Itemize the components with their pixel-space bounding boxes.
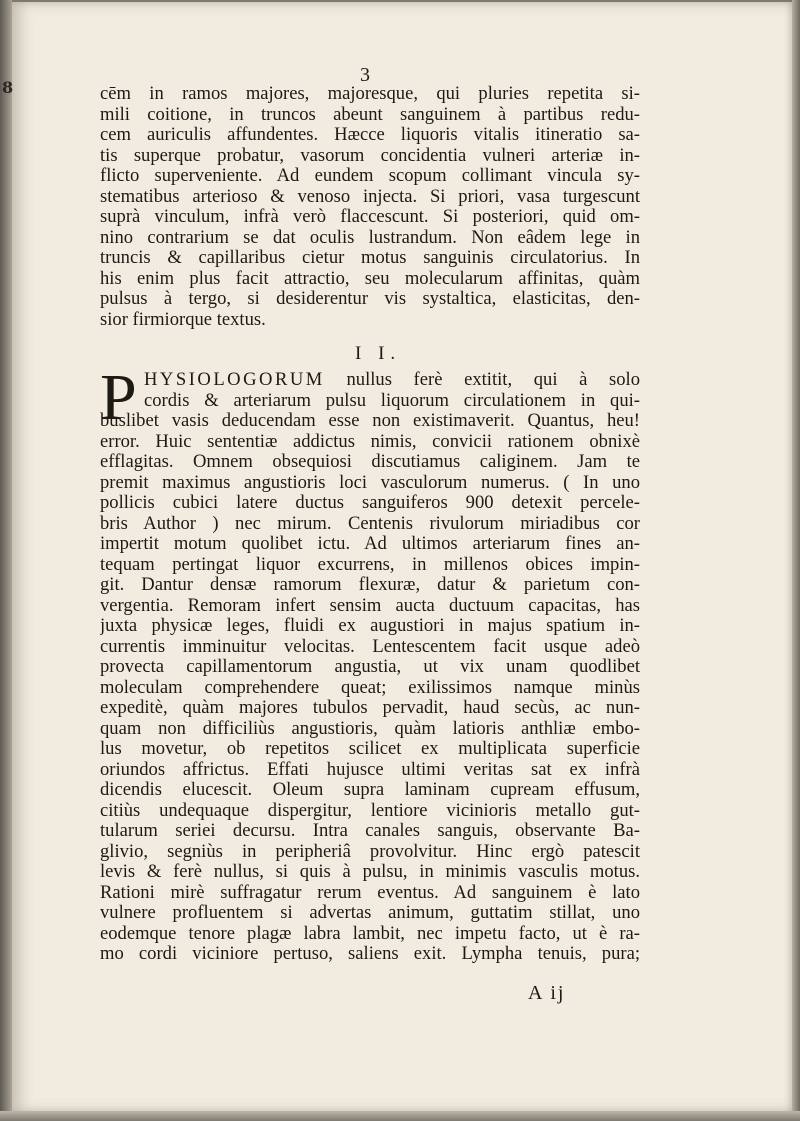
spine-shadow <box>0 0 12 1121</box>
text-line: stematibus arterioso & venoso injecta. Si priori, vasa turgescunt <box>100 186 640 207</box>
text-line: nino contrarium se dat oculis lustrandum. Non eâdem lege in <box>100 227 640 248</box>
text-line: vergentia. Remoram infert sensim aucta ductuum capacitas, has <box>100 595 640 616</box>
text-line: premit maximus angustioris loci vasculorum numerus. ( In uno <box>100 472 640 493</box>
drop-cap: P <box>100 361 137 434</box>
text-line: glivio, segniùs in peripheriâ provolvitur. Hinc ergò patescit <box>100 841 640 862</box>
paragraph-1 <box>100 84 640 330</box>
text-line: buslibet vasis deducendam esse non existimaverit. Quantus, heu! <box>100 411 640 431</box>
text-line: cēm in ramos majores, majoresque, qui pluries repetita si- <box>100 84 640 104</box>
text-line: efflagitas. Omnem obsequiosi discutiamus caliginem. Jam te <box>100 452 640 472</box>
text-line: his enim plus facit attractio, seu molecularum affinitas, quàm <box>100 268 640 289</box>
text-line: flicto superveniente. Ad eundem scopum collimant vincula sy- <box>100 166 640 186</box>
text-line: mo cordi viciniore pertuso, saliens exit. Lympha tenuis, pura; <box>100 944 640 964</box>
text-line: lus movetur, ob repetitos scilicet ex multiplicata superficie <box>100 739 640 759</box>
text-line: impertit motum quolibet ictu. Ad ultimos arteriarum fines an- <box>100 534 640 554</box>
text-line: truncis & capillaribus cietur motus sanguinis circulatorius. In <box>100 248 640 268</box>
page-edge-bottom <box>0 1111 800 1121</box>
text-line: vulnere profluentem si advertas animum, guttatim stillat, uno <box>100 903 640 923</box>
page-edge-right <box>792 0 800 1121</box>
margin-mark: 8 <box>2 78 14 97</box>
text-line: suprà vinculum, infrà verò flaccescunt. Si posteriori, quid om- <box>100 207 640 227</box>
text-line: sior firmiorque textus. <box>100 309 266 330</box>
text-line: error. Huic sententiæ addictus nimis, convicii rationem obnixè <box>100 431 640 452</box>
text-line: tequam pertingat liquor excurrens, in millenos obices impin- <box>100 554 640 575</box>
section-heading: I I. <box>355 343 402 364</box>
text-line: eodemque tenore plagæ labra lambit, nec impetu facto, ut è ra- <box>100 923 640 944</box>
first-line-rest: nullus ferè extitit, qui à solo <box>346 370 640 390</box>
text-line: pollicis cubici latere ductus sanguiferos 900 detexit percele- <box>100 493 640 513</box>
paragraph-2 <box>100 361 640 965</box>
text-line: tis superque probatur, vasorum concidentia vulneri arteriæ in- <box>100 145 640 166</box>
text-line: citiùs undequaque dispergitur, lentiore vicinioris metallo gut- <box>100 800 640 821</box>
text-line: mili coitione, in truncos abeunt sanguinem à partibus redu- <box>100 104 640 125</box>
text-line: cordis & arteriarum pulsu liquorum circulationem in qui- <box>144 390 640 411</box>
signature-mark: A ij <box>528 982 566 1004</box>
text-line: levis & ferè nullus, si quis à pulsu, in minimis vasculis motus. <box>100 862 640 882</box>
text-line: oriundos affrictus. Effati hujusce ultimi veritas sat ex infrà <box>100 759 640 780</box>
text-line: bris Author ) nec mirum. Centenis rivulorum miriadibus cor <box>100 513 640 534</box>
text-line-first <box>100 370 640 391</box>
text-line: moleculam comprehendere queat; exilissimos namque minùs <box>100 677 640 698</box>
text-line: expeditè, quàm majores tubulos pervadit, haud secùs, ac nun- <box>100 698 640 718</box>
text-line: juxta physicæ leges, fluidi ex augustiori in majus spatium in- <box>100 616 640 636</box>
first-word-caps: HYSIOLOGORUM <box>144 370 325 390</box>
text-line: dicendis elucescit. Oleum supra laminam cupream effusum, <box>100 780 640 800</box>
text-line: currentis imminuitur velocitas. Lentescentem facit usque adeò <box>100 636 640 657</box>
text-line: tularum seriei decursu. Intra canales sanguis, observante Ba- <box>100 821 640 841</box>
page-number: 3 <box>360 64 370 86</box>
text-line: provecta capillamentorum angustia, ut vix unam quodlibet <box>100 657 640 677</box>
text-line: quam non difficiliùs angustioris, quàm latioris anthliæ embo- <box>100 718 640 739</box>
text-line: pulsus à tergo, si desiderentur vis systaltica, elasticitas, den- <box>100 289 640 309</box>
text-line: git. Dantur densæ ramorum flexuræ, datur & parietum con- <box>100 575 640 595</box>
text-line: Rationi mirè suffragatur rerum eventus. Ad sanguinem è lato <box>100 882 640 903</box>
text-line: cem auriculis affundentes. Hæcce liquoris vitalis itineratio sa- <box>100 125 640 145</box>
